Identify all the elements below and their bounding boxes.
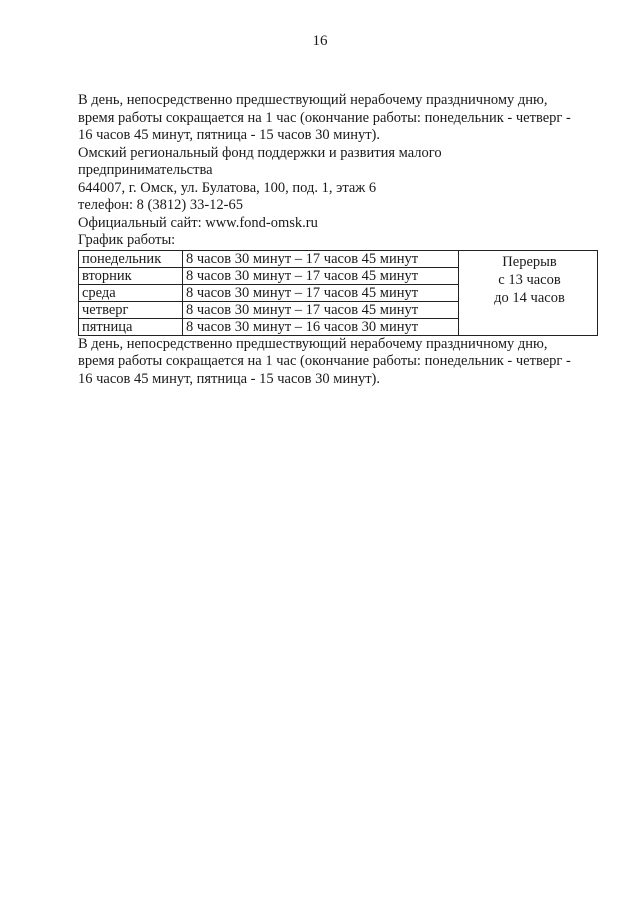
day-cell: четверг xyxy=(79,301,183,318)
schedule-table xyxy=(78,250,598,336)
notice-line: В день, непосредственно предшествующий нерабочему праздничному дню, xyxy=(78,92,548,108)
day-cell: пятница xyxy=(79,318,183,335)
hours-cell: 8 часов 30 минут – 17 часов 45 минут xyxy=(183,250,459,267)
notice-line: В день, непосредственно предшествующий нерабочему праздничному дню, xyxy=(78,335,548,352)
organization-address: 644007, г. Омск, ул. Булатова, 100, под. 1, этаж 6 xyxy=(78,179,377,196)
organization-block xyxy=(78,145,600,250)
hours-cell: 8 часов 30 минут – 17 часов 45 минут xyxy=(183,284,459,301)
hours-cell: 8 часов 30 минут – 17 часов 45 минут xyxy=(183,267,459,284)
table-row xyxy=(79,250,598,267)
day-cell: вторник xyxy=(79,267,183,284)
hours-cell: 8 часов 30 минут – 16 часов 30 минут xyxy=(183,318,459,335)
day-cell: понедельник xyxy=(79,250,183,267)
document-body xyxy=(78,92,600,388)
break-line: до 14 часов xyxy=(494,289,565,306)
holiday-notice-bottom xyxy=(78,336,600,389)
day-cell: среда xyxy=(79,284,183,301)
notice-line: время работы сокращается на 1 час (окончание работы: понедельник - четверг - xyxy=(78,109,571,126)
schedule-label: График работы: xyxy=(78,232,176,248)
break-line: Перерыв xyxy=(502,253,557,270)
notice-line: время работы сокращается на 1 час (окончание работы: понедельник - четверг - xyxy=(78,353,571,369)
organization-name: Омский региональный фонд поддержки и развития малого xyxy=(78,144,442,161)
hours-cell: 8 часов 30 минут – 17 часов 45 минут xyxy=(183,301,459,318)
page-number: 16 xyxy=(312,33,328,49)
organization-name: предпринимательства xyxy=(78,162,213,178)
organization-website: Официальный сайт: www.fond-omsk.ru xyxy=(78,214,318,231)
break-cell xyxy=(459,250,598,335)
holiday-notice-top xyxy=(78,92,600,145)
organization-phone: телефон: 8 (3812) 33-12-65 xyxy=(78,197,243,213)
break-line: с 13 часов xyxy=(498,271,561,288)
notice-line: 16 часов 45 минут, пятница - 15 часов 30 минут). xyxy=(78,127,381,143)
notice-line: 16 часов 45 минут, пятница - 15 часов 30 минут). xyxy=(78,370,381,387)
